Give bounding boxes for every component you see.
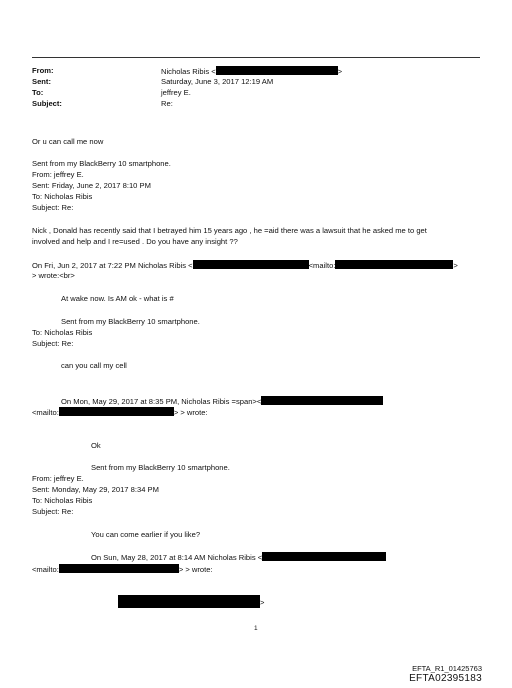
redaction-bar: [118, 595, 260, 608]
redaction-bar: [216, 66, 338, 75]
redaction-bar: [193, 260, 309, 269]
body-line: Nick , Donald has recently said that I betrayed him 15 years ago , he =aid there was a lawsuit that he asked me to get: [32, 226, 427, 235]
body-line: At wake now. Is AM ok - what is #: [61, 294, 174, 303]
quote-intro: On Fri, Jun 2, 2017 at 7:22 PM Nicholas Ribis <: [32, 261, 193, 270]
redaction-bar: [262, 552, 386, 561]
body-line: can you call my cell: [61, 361, 127, 370]
mailto-text: <mailto:: [32, 408, 59, 417]
body-line: Subject: Re:: [32, 203, 74, 212]
header-rule: [32, 57, 480, 58]
body-line: Sent: Monday, May 29, 2017 8:34 PM: [32, 485, 159, 494]
body-line: Subject: Re:: [32, 339, 74, 348]
body-line: Sent from my BlackBerry 10 smartphone.: [91, 463, 230, 472]
body-line: [118, 595, 264, 608]
sent-label: Sent:: [32, 77, 51, 86]
subject-value: Re:: [161, 99, 173, 108]
from-label: From:: [32, 66, 54, 75]
body-line: [32, 260, 458, 271]
redaction-bar: [59, 564, 179, 573]
redaction-bar: [59, 407, 174, 416]
mailto-text: <mailto:: [32, 565, 59, 574]
redaction-bar: [261, 396, 383, 405]
body-line: [91, 552, 386, 563]
bracket-text: >: [453, 261, 458, 270]
to-label: To:: [32, 88, 44, 97]
page-number: 1: [254, 625, 258, 632]
body-line: Subject: Re:: [32, 507, 74, 516]
body-line: Ok: [91, 441, 101, 450]
body-line: You can come earlier if you like?: [91, 530, 201, 539]
redaction-bar: [335, 260, 453, 269]
body-line: From: jeffrey E.: [32, 170, 84, 179]
sent-value: Saturday, June 3, 2017 12:19 AM: [161, 77, 274, 86]
wrote-text: > > wrote:: [173, 408, 208, 417]
body-line: To: Nicholas Ribis: [32, 496, 93, 505]
wrote-text: > > wrote:: [178, 565, 213, 574]
mailto-text: <mailto:: [308, 261, 336, 270]
body-line: [32, 407, 208, 418]
body-line: involved and help and I re=used . Do you have any insight ??: [32, 237, 238, 246]
body-line: To: Nicholas Ribis: [32, 192, 93, 201]
bracket-text: >: [260, 598, 265, 607]
subject-label: Subject:: [32, 99, 62, 108]
quote-intro: On Mon, May 29, 2017 at 8:35 PM, Nicholas Ribis =span><: [61, 397, 262, 406]
body-line: From: jeffrey E.: [32, 474, 84, 483]
body-line: Or u can call me now: [32, 137, 104, 146]
bates-ref-2: EFTA02395183: [409, 673, 482, 684]
from-close: >: [337, 67, 343, 76]
body-line: Sent: Friday, June 2, 2017 8:10 PM: [32, 181, 151, 190]
body-line: [61, 396, 383, 407]
bates-ref-1: EFTA_R1_01425763: [412, 664, 482, 673]
body-line: Sent from my BlackBerry 10 smartphone.: [61, 317, 200, 326]
from-name: Nicholas Ribis <: [161, 67, 216, 76]
body-line: > wrote:<br>: [32, 271, 75, 280]
to-value: jeffrey E.: [161, 88, 191, 97]
from-value: [161, 66, 342, 77]
body-line: [32, 564, 213, 575]
body-line: To: Nicholas Ribis: [32, 328, 93, 337]
quote-intro: On Sun, May 28, 2017 at 8:14 AM Nicholas Ribis <: [91, 553, 263, 562]
body-line: Sent from my BlackBerry 10 smartphone.: [32, 159, 171, 168]
